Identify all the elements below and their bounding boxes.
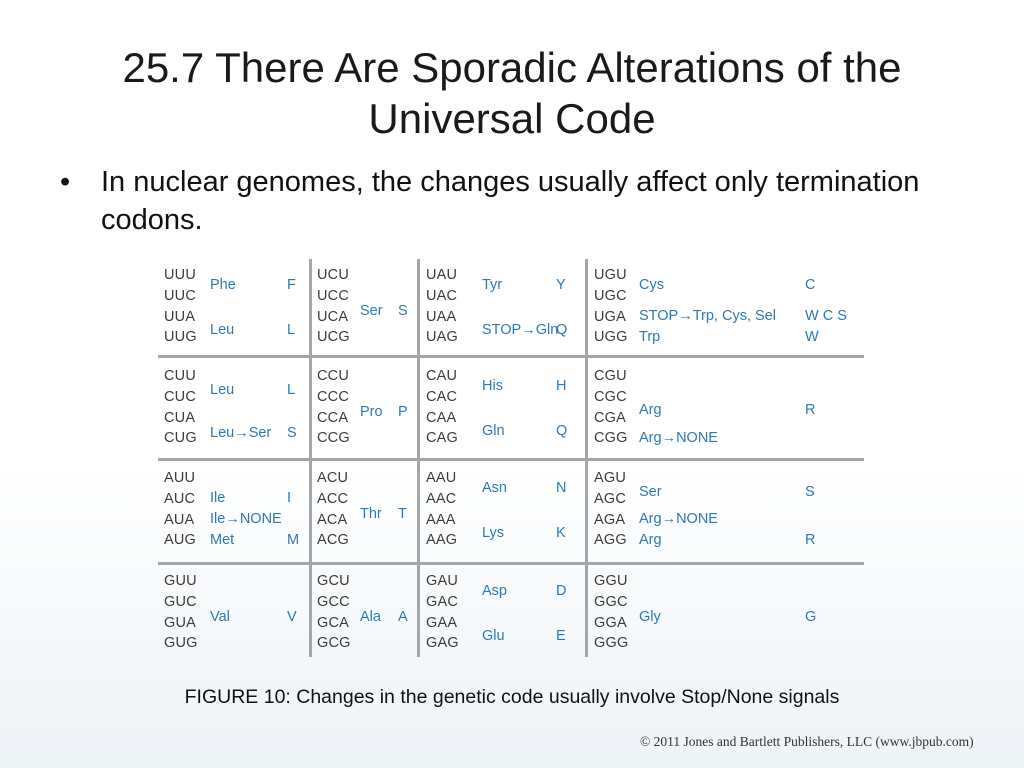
amino-acid-name: Asn (482, 480, 507, 496)
amino-acid-name: Leu→Ser (210, 425, 272, 441)
codon: UGU (594, 267, 627, 283)
codon-block (420, 360, 570, 460)
codon: AAU (426, 470, 457, 486)
amino-acid-name: Tyr (482, 277, 503, 293)
codon: CAA (426, 409, 457, 426)
copyright-notice: © 2011 Jones and Bartlett Publishers, LLC (www.jbpub.com) (640, 734, 974, 749)
codon: CAU (426, 368, 458, 384)
codon: UAU (426, 267, 458, 283)
codon-block (588, 565, 817, 665)
amino-acid-abbreviation: S (805, 484, 815, 500)
codon-list (594, 366, 628, 449)
amino-acid-abbreviation: V (287, 609, 297, 625)
codon: AGA (594, 511, 626, 528)
amino-acid-name: Arg (639, 402, 662, 418)
amino-acid-abbreviation: Y (556, 277, 566, 293)
codon-list (594, 265, 628, 348)
codon: AUU (164, 470, 196, 486)
codon: GCU (317, 573, 350, 589)
amino-acid-abbreviation: Q (556, 322, 568, 338)
codon: UGG (594, 329, 628, 346)
codon: UUC (164, 287, 197, 304)
amino-acid-name: Phe (210, 277, 236, 293)
codon: AUA (164, 511, 195, 528)
codon: GCC (317, 593, 350, 610)
amino-acid-abbreviation: D (556, 583, 567, 599)
codon-list (426, 571, 459, 654)
codon-block (420, 259, 570, 359)
amino-acid-name: Leu (210, 382, 235, 398)
genetic-code-table (158, 259, 864, 657)
amino-acid-name: Gln (482, 423, 505, 439)
codon: ACG (317, 532, 350, 549)
codon-block (420, 462, 570, 562)
codon: UCG (317, 329, 350, 346)
bullet-marker: • (60, 166, 71, 198)
codon: CCG (317, 430, 350, 447)
amino-acid-name: Leu (210, 322, 235, 338)
codon: AGU (594, 470, 627, 486)
codon: UGA (594, 308, 627, 325)
codon-list (164, 571, 198, 654)
codon: UUU (164, 267, 197, 283)
codon-list (164, 366, 197, 449)
codon: CUG (164, 430, 197, 447)
codon: UCU (317, 267, 350, 283)
codon: CUU (164, 368, 197, 384)
amino-acid-name: Arg→NONE (639, 511, 718, 527)
amino-acid-abbreviation: T (398, 506, 407, 522)
amino-acid-name: Ala (360, 609, 381, 625)
codon: AAC (426, 490, 457, 507)
amino-acid-abbreviation: H (556, 378, 567, 394)
codon: CAC (426, 388, 458, 405)
codon: CAG (426, 430, 459, 447)
amino-acid-name: Met (210, 532, 235, 548)
codon: GUG (164, 635, 198, 652)
codon: GGA (594, 614, 627, 631)
amino-acid-name: Cys (639, 277, 664, 293)
amino-acid-name: Gly (639, 609, 661, 625)
codon: ACC (317, 490, 349, 507)
amino-acid-abbreviation: R (805, 402, 816, 418)
amino-acid-abbreviation: M (287, 532, 300, 548)
codon: UGC (594, 287, 627, 304)
codon-list (317, 366, 350, 449)
amino-acid-name: Asp (482, 583, 507, 599)
amino-acid-abbreviation: K (556, 525, 566, 541)
codon: GGC (594, 593, 628, 610)
amino-acid-name: Lys (482, 525, 505, 541)
amino-acid-abbreviation: Q (556, 423, 568, 439)
codon: CCC (317, 388, 350, 405)
amino-acid-abbreviation: P (398, 404, 408, 420)
codon: CGU (594, 368, 627, 384)
amino-acid-abbreviation: E (556, 628, 566, 644)
amino-acid-name: Arg→NONE (639, 430, 718, 446)
amino-acid-abbreviation: L (287, 382, 296, 398)
codon: AUG (164, 532, 197, 549)
codon-block (158, 259, 308, 359)
codon: UAG (426, 329, 459, 346)
codon: AGG (594, 532, 627, 549)
codon: UUA (164, 308, 196, 325)
codon: UCC (317, 287, 350, 304)
codon: AAA (426, 511, 456, 528)
amino-acid-name: His (482, 378, 503, 394)
amino-acid-name: Val (210, 609, 230, 625)
amino-acid-name: Ser (360, 303, 383, 319)
codon: GUC (164, 593, 197, 610)
codon: UCA (317, 308, 349, 325)
codon-list (164, 468, 196, 551)
bullet-text: In nuclear genomes, the changes usually affect only termination codons. (101, 166, 920, 236)
amino-acid-abbreviation: I (287, 490, 292, 506)
codon: GAG (426, 635, 459, 652)
amino-acid-name: Arg (639, 532, 662, 548)
amino-acid-abbreviation: N (556, 480, 567, 496)
codon: GAU (426, 573, 459, 589)
codon-list (594, 468, 627, 551)
codon: GUU (164, 573, 197, 589)
codon: AUC (164, 490, 196, 507)
amino-acid-name: Glu (482, 628, 505, 644)
amino-acid-name: Ile (210, 490, 226, 506)
figure-caption: FIGURE 10: Changes in the genetic code usually involve Stop/None signals (184, 686, 840, 708)
codon-list (426, 366, 458, 449)
codon-block (588, 259, 847, 359)
codon-list (317, 468, 349, 551)
codon: GUA (164, 614, 197, 631)
amino-acid-abbreviation: S (287, 425, 297, 441)
codon: AGC (594, 490, 627, 507)
codon-block (158, 462, 308, 562)
codon: GAC (426, 593, 459, 610)
codon: GAA (426, 614, 458, 631)
amino-acid-name: Trp (639, 329, 661, 345)
codon-block (158, 565, 308, 665)
codon: GGU (594, 573, 628, 589)
slide-title: 25.7 There Are Sporadic Alterations of the Universal Code (122, 44, 902, 142)
codon: ACA (317, 511, 348, 528)
amino-acid-abbreviation: S (398, 303, 408, 319)
codon-block (420, 565, 570, 665)
amino-acid-abbreviation: W (805, 329, 819, 345)
amino-acid-name: Ser (639, 484, 662, 500)
amino-acid-abbreviation: F (287, 277, 296, 293)
codon-list (426, 468, 457, 551)
codon: AAG (426, 532, 458, 549)
amino-acid-abbreviation: C (805, 277, 816, 293)
codon-list (426, 265, 458, 348)
amino-acid-abbreviation: G (805, 609, 817, 625)
codon: UAC (426, 287, 458, 304)
codon: CUA (164, 409, 196, 426)
codon: CCU (317, 368, 350, 384)
amino-acid-name: STOP→Gln (482, 322, 559, 338)
codon-block (588, 462, 816, 562)
codon: GGG (594, 635, 629, 652)
codon: CUC (164, 388, 197, 405)
codon-block (588, 360, 816, 460)
codon-block (158, 360, 308, 460)
codon: ACU (317, 470, 349, 486)
codon-list (164, 265, 197, 348)
amino-acid-abbreviation: W C S (805, 308, 847, 324)
codon: GCA (317, 614, 350, 631)
codon-list (317, 571, 351, 654)
amino-acid-abbreviation: L (287, 322, 296, 338)
amino-acid-abbreviation: A (398, 609, 408, 625)
codon: CGA (594, 409, 627, 426)
codon-list (317, 265, 350, 348)
codon: CGC (594, 388, 627, 405)
amino-acid-name: Ile→NONE (210, 511, 282, 527)
codon: GCG (317, 635, 351, 652)
codon: UUG (164, 329, 197, 346)
codon: UAA (426, 308, 457, 325)
amino-acid-name: Thr (360, 506, 382, 522)
codon-list (594, 571, 628, 654)
amino-acid-name: STOP→Trp, Cys, Sel (639, 308, 776, 324)
amino-acid-name: Pro (360, 404, 383, 420)
codon: CGG (594, 430, 628, 447)
amino-acid-abbreviation: R (805, 532, 816, 548)
codon: CCA (317, 409, 349, 426)
